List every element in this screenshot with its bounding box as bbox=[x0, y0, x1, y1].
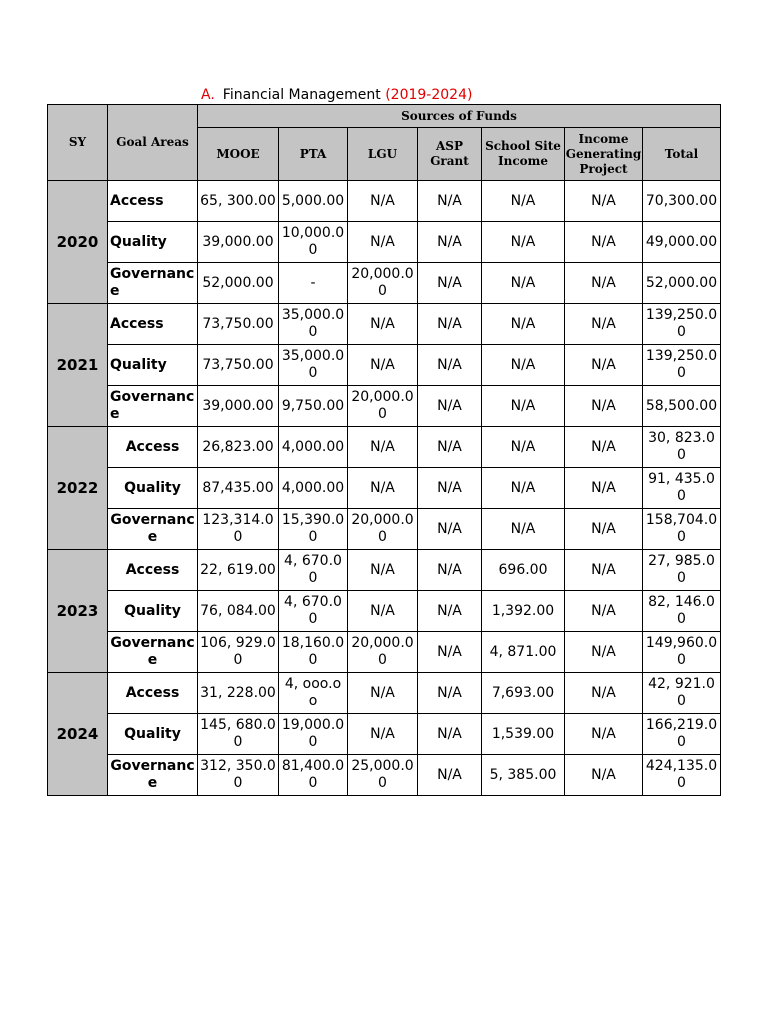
amount-cell: 4,000.00 bbox=[279, 427, 348, 468]
amount-cell: N/A bbox=[348, 550, 418, 591]
amount-cell: N/A bbox=[565, 591, 643, 632]
amount-cell: N/A bbox=[418, 427, 482, 468]
table-row bbox=[48, 263, 721, 304]
amount-cell: 424,135.00 bbox=[643, 755, 721, 796]
amount-cell: N/A bbox=[482, 181, 565, 222]
goal-area-cell: Quality bbox=[108, 468, 198, 509]
amount-cell: N/A bbox=[418, 345, 482, 386]
table-row bbox=[48, 468, 721, 509]
amount-cell: N/A bbox=[418, 632, 482, 673]
amount-cell: N/A bbox=[565, 222, 643, 263]
amount-cell: N/A bbox=[418, 304, 482, 345]
goal-area-cell: Access bbox=[108, 427, 198, 468]
amount-cell: N/A bbox=[348, 345, 418, 386]
amount-cell: N/A bbox=[565, 509, 643, 550]
amount-cell: N/A bbox=[348, 591, 418, 632]
goal-area-cell: Access bbox=[108, 304, 198, 345]
goal-area-cell: Quality bbox=[108, 714, 198, 755]
goal-area-cell: Access bbox=[108, 181, 198, 222]
section-letter: A. bbox=[201, 87, 215, 103]
amount-cell: 312, 350.00 bbox=[198, 755, 279, 796]
amount-cell: 20,000.00 bbox=[348, 263, 418, 304]
financial-management-table bbox=[47, 104, 721, 796]
column-header: Income Generating Project bbox=[565, 128, 643, 181]
amount-cell: 7,693.00 bbox=[482, 673, 565, 714]
amount-cell: N/A bbox=[418, 386, 482, 427]
amount-cell: 139,250.00 bbox=[643, 304, 721, 345]
school-year-cell: 2021 bbox=[48, 304, 108, 427]
amount-cell: N/A bbox=[482, 345, 565, 386]
column-header: ASP Grant bbox=[418, 128, 482, 181]
header-sources-of-funds: Sources of Funds bbox=[198, 105, 721, 128]
amount-cell: 82, 146.00 bbox=[643, 591, 721, 632]
amount-cell: N/A bbox=[565, 345, 643, 386]
amount-cell: 10,000.00 bbox=[279, 222, 348, 263]
column-header: Total bbox=[643, 128, 721, 181]
amount-cell: N/A bbox=[482, 263, 565, 304]
amount-cell: N/A bbox=[348, 714, 418, 755]
amount-cell: 49,000.00 bbox=[643, 222, 721, 263]
amount-cell: 81,400.00 bbox=[279, 755, 348, 796]
column-header: PTA bbox=[279, 128, 348, 181]
amount-cell: 70,300.00 bbox=[643, 181, 721, 222]
amount-cell: N/A bbox=[565, 386, 643, 427]
amount-cell: N/A bbox=[565, 714, 643, 755]
section-years: (2019-2024) bbox=[385, 87, 473, 103]
amount-cell: N/A bbox=[565, 263, 643, 304]
amount-cell: N/A bbox=[482, 468, 565, 509]
amount-cell: 19,000.00 bbox=[279, 714, 348, 755]
goal-area-cell: Access bbox=[108, 673, 198, 714]
amount-cell: 1,539.00 bbox=[482, 714, 565, 755]
school-year-cell: 2023 bbox=[48, 550, 108, 673]
amount-cell: N/A bbox=[418, 714, 482, 755]
amount-cell: 4,000.00 bbox=[279, 468, 348, 509]
amount-cell: N/A bbox=[565, 632, 643, 673]
school-year-cell: 2020 bbox=[48, 181, 108, 304]
amount-cell: N/A bbox=[482, 304, 565, 345]
amount-cell: N/A bbox=[348, 304, 418, 345]
amount-cell: N/A bbox=[482, 386, 565, 427]
amount-cell: 27, 985.00 bbox=[643, 550, 721, 591]
table-row bbox=[48, 427, 721, 468]
amount-cell: 76, 084.00 bbox=[198, 591, 279, 632]
amount-cell: N/A bbox=[418, 222, 482, 263]
amount-cell: N/A bbox=[418, 550, 482, 591]
amount-cell: N/A bbox=[418, 181, 482, 222]
amount-cell: 158,704.00 bbox=[643, 509, 721, 550]
amount-cell: 5, 385.00 bbox=[482, 755, 565, 796]
table-row bbox=[48, 673, 721, 714]
amount-cell: 145, 680.00 bbox=[198, 714, 279, 755]
amount-cell: N/A bbox=[348, 181, 418, 222]
amount-cell: 696.00 bbox=[482, 550, 565, 591]
amount-cell: 20,000.00 bbox=[348, 386, 418, 427]
amount-cell: N/A bbox=[348, 222, 418, 263]
amount-cell: 65, 300.00 bbox=[198, 181, 279, 222]
amount-cell: N/A bbox=[565, 673, 643, 714]
goal-area-cell: Quality bbox=[108, 591, 198, 632]
amount-cell: 20,000.00 bbox=[348, 509, 418, 550]
table-row bbox=[48, 632, 721, 673]
amount-cell: 58,500.00 bbox=[643, 386, 721, 427]
table-row bbox=[48, 222, 721, 263]
amount-cell: 73,750.00 bbox=[198, 345, 279, 386]
amount-cell: 26,823.00 bbox=[198, 427, 279, 468]
amount-cell: - bbox=[279, 263, 348, 304]
amount-cell: 39,000.00 bbox=[198, 222, 279, 263]
school-year-cell: 2022 bbox=[48, 427, 108, 550]
amount-cell: 15,390.00 bbox=[279, 509, 348, 550]
amount-cell: 42, 921.00 bbox=[643, 673, 721, 714]
goal-area-cell: Governance bbox=[108, 509, 198, 550]
amount-cell: 5,000.00 bbox=[279, 181, 348, 222]
amount-cell: N/A bbox=[418, 755, 482, 796]
amount-cell: N/A bbox=[418, 468, 482, 509]
amount-cell: 4, 871.00 bbox=[482, 632, 565, 673]
amount-cell: 4, 670.00 bbox=[279, 591, 348, 632]
section-heading-text: Financial Management bbox=[222, 87, 381, 103]
amount-cell: N/A bbox=[565, 755, 643, 796]
school-year-cell: 2024 bbox=[48, 673, 108, 796]
amount-cell: 139,250.00 bbox=[643, 345, 721, 386]
amount-cell: 22, 619.00 bbox=[198, 550, 279, 591]
amount-cell: 4, 670.00 bbox=[279, 550, 348, 591]
table-row bbox=[48, 550, 721, 591]
amount-cell: 91, 435.00 bbox=[643, 468, 721, 509]
amount-cell: N/A bbox=[565, 427, 643, 468]
amount-cell: 106, 929.00 bbox=[198, 632, 279, 673]
amount-cell: 30, 823.00 bbox=[643, 427, 721, 468]
amount-cell: 1,392.00 bbox=[482, 591, 565, 632]
amount-cell: N/A bbox=[418, 509, 482, 550]
amount-cell: 87,435.00 bbox=[198, 468, 279, 509]
goal-area-cell: Quality bbox=[108, 345, 198, 386]
table-row bbox=[48, 714, 721, 755]
header-goal-areas: Goal Areas bbox=[108, 105, 198, 181]
table-row bbox=[48, 345, 721, 386]
amount-cell: N/A bbox=[482, 222, 565, 263]
table-row bbox=[48, 755, 721, 796]
goal-area-cell: Governance bbox=[108, 755, 198, 796]
amount-cell: 166,219.00 bbox=[643, 714, 721, 755]
amount-cell: N/A bbox=[565, 468, 643, 509]
amount-cell: 35,000.00 bbox=[279, 304, 348, 345]
goal-area-cell: Governance bbox=[108, 632, 198, 673]
amount-cell: 73,750.00 bbox=[198, 304, 279, 345]
amount-cell: 52,000.00 bbox=[198, 263, 279, 304]
amount-cell: N/A bbox=[348, 673, 418, 714]
table-row bbox=[48, 509, 721, 550]
amount-cell: 39,000.00 bbox=[198, 386, 279, 427]
goal-area-cell: Governance bbox=[108, 263, 198, 304]
amount-cell: 18,160.00 bbox=[279, 632, 348, 673]
amount-cell: N/A bbox=[348, 427, 418, 468]
amount-cell: N/A bbox=[482, 509, 565, 550]
table-row bbox=[48, 591, 721, 632]
amount-cell: 20,000.00 bbox=[348, 632, 418, 673]
amount-cell: N/A bbox=[418, 263, 482, 304]
column-header: MOOE bbox=[198, 128, 279, 181]
goal-area-cell: Quality bbox=[108, 222, 198, 263]
amount-cell: N/A bbox=[418, 591, 482, 632]
amount-cell: 149,960.00 bbox=[643, 632, 721, 673]
amount-cell: 9,750.00 bbox=[279, 386, 348, 427]
column-header: School Site Income bbox=[482, 128, 565, 181]
table-row bbox=[48, 181, 721, 222]
amount-cell: 31, 228.00 bbox=[198, 673, 279, 714]
section-title bbox=[201, 87, 472, 103]
amount-cell: 4, ooo.oo bbox=[279, 673, 348, 714]
goal-area-cell: Access bbox=[108, 550, 198, 591]
amount-cell: N/A bbox=[482, 427, 565, 468]
amount-cell: N/A bbox=[565, 304, 643, 345]
goal-area-cell: Governance bbox=[108, 386, 198, 427]
amount-cell: 35,000.00 bbox=[279, 345, 348, 386]
amount-cell: 123,314.00 bbox=[198, 509, 279, 550]
table-row bbox=[48, 386, 721, 427]
header-sy: SY bbox=[48, 105, 108, 181]
amount-cell: 52,000.00 bbox=[643, 263, 721, 304]
column-header: LGU bbox=[348, 128, 418, 181]
amount-cell: N/A bbox=[565, 181, 643, 222]
amount-cell: N/A bbox=[348, 468, 418, 509]
amount-cell: N/A bbox=[418, 673, 482, 714]
amount-cell: N/A bbox=[565, 550, 643, 591]
amount-cell: 25,000.00 bbox=[348, 755, 418, 796]
table-row bbox=[48, 304, 721, 345]
